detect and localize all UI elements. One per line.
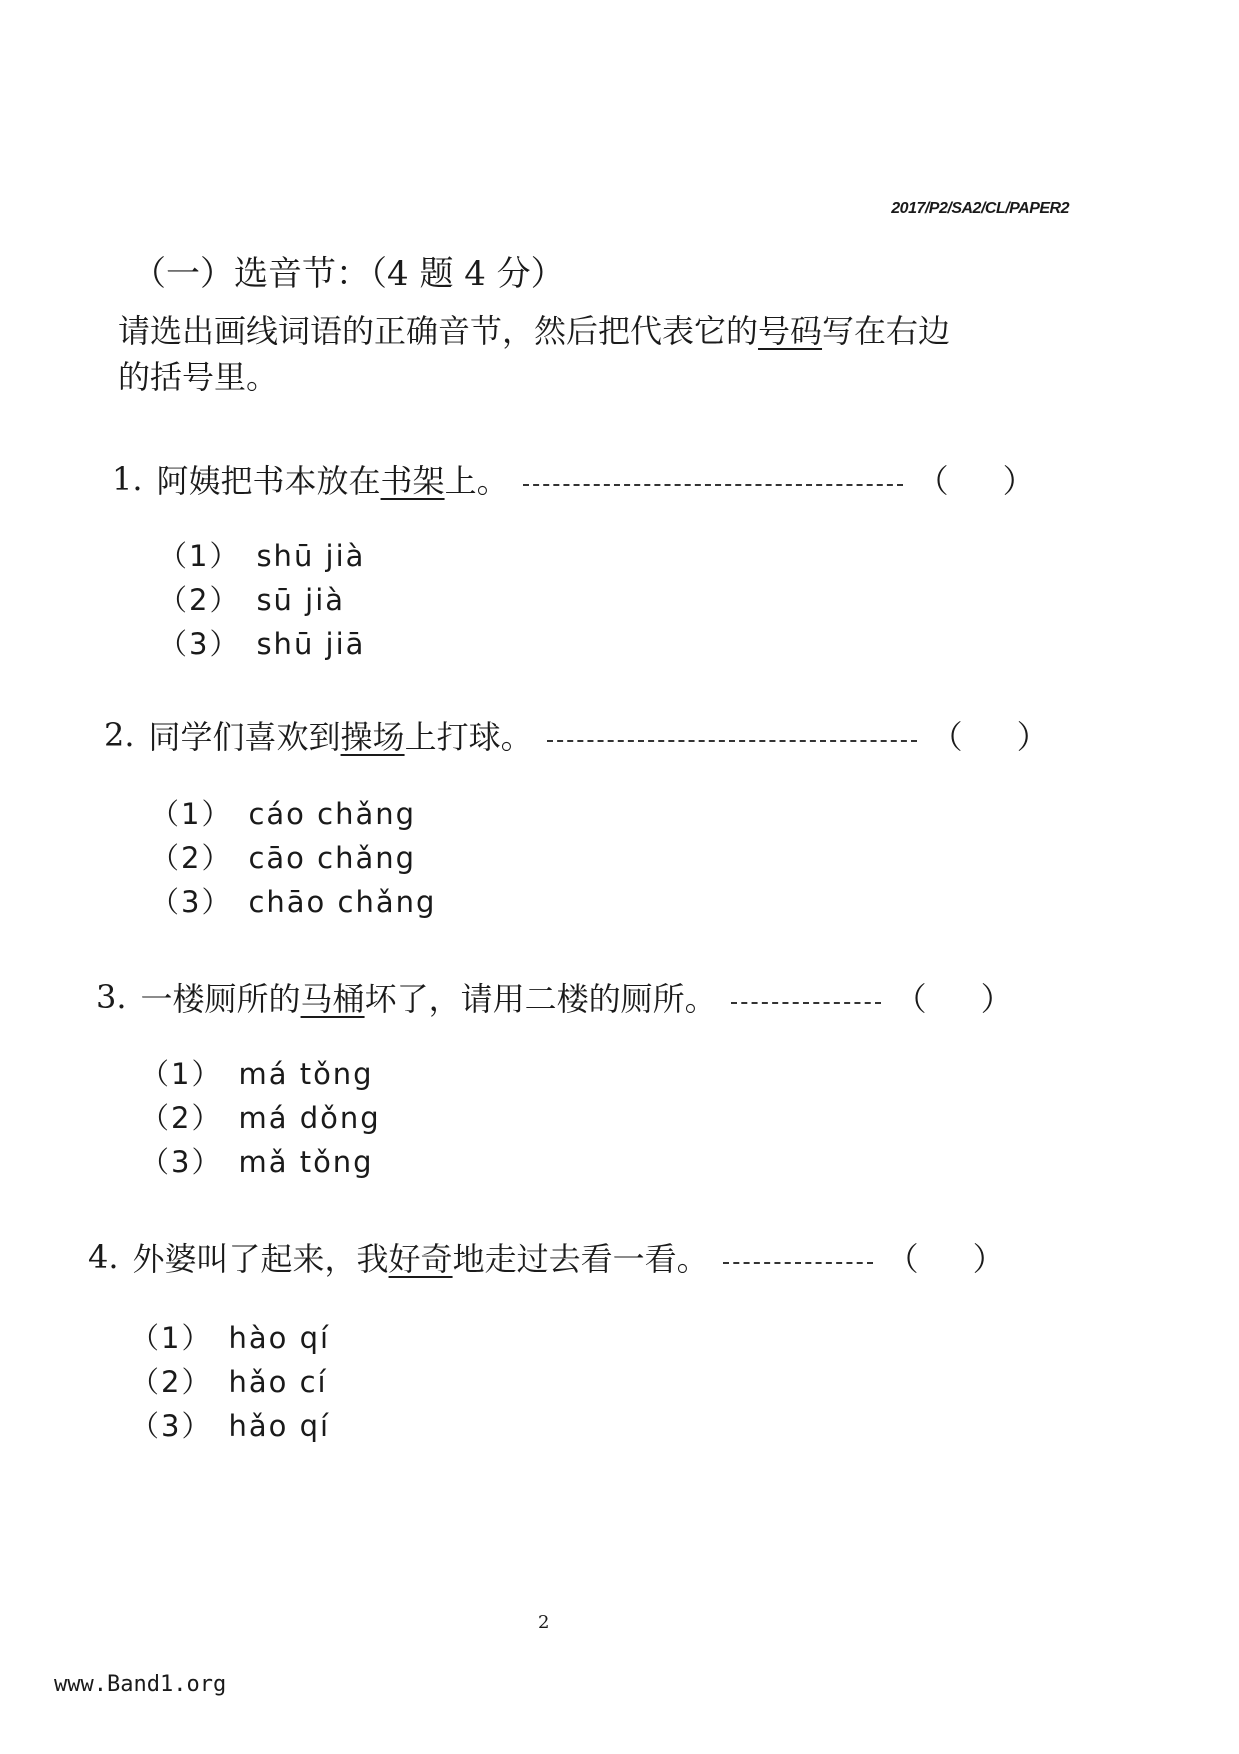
sentence-before: 外婆叫了起来，我 — [132, 1240, 389, 1278]
sentence-after: 坏了，请用二楼的厕所。 — [364, 980, 717, 1018]
sentence-after: 上。 — [444, 462, 509, 500]
option-2-2 — [150, 836, 416, 877]
option-4-3 — [130, 1404, 330, 1445]
option-pinyin: chāo chǎng — [248, 885, 437, 919]
option-pinyin: hào qí — [228, 1321, 331, 1355]
sentence-before: 阿姨把书本放在 — [156, 462, 381, 500]
option-2-3 — [150, 880, 436, 921]
option-label: （1） — [140, 1057, 223, 1091]
question-1 — [112, 456, 1035, 502]
option-2-1 — [150, 792, 416, 833]
question-3 — [96, 974, 1013, 1020]
option-pinyin: hǎo qí — [228, 1409, 331, 1443]
paren-close: ） — [972, 1240, 1005, 1278]
option-label: （2） — [150, 841, 233, 875]
instructions-text: 请选出画线词语的正确音节，然后把代表它的 — [118, 312, 759, 350]
option-pinyin: cāo chǎng — [248, 841, 417, 875]
option-label: （3） — [158, 627, 241, 661]
underlined-word: 操场 — [340, 718, 405, 756]
paren-open: （ — [894, 980, 927, 1018]
underlined-word: 书架 — [380, 462, 445, 500]
option-label: （1） — [130, 1321, 213, 1355]
paren-close: ） — [1016, 718, 1049, 756]
answer-box[interactable] — [917, 456, 1035, 502]
option-pinyin: sū jià — [256, 583, 346, 617]
option-pinyin: shū jiā — [256, 627, 366, 661]
answer-box[interactable] — [931, 712, 1049, 758]
option-3-1 — [140, 1052, 374, 1093]
option-label: （1） — [158, 539, 241, 573]
underlined-word: 好奇 — [388, 1240, 453, 1278]
option-label: （2） — [130, 1365, 213, 1399]
option-pinyin: mǎ tǒng — [238, 1145, 374, 1179]
option-4-2 — [130, 1360, 328, 1401]
option-label: （3） — [140, 1145, 223, 1179]
option-pinyin: shū jià — [256, 539, 366, 573]
option-label: （2） — [158, 583, 241, 617]
sentence-before: 同学们喜欢到 — [148, 718, 341, 756]
option-3-3 — [140, 1140, 374, 1181]
question-sentence — [149, 712, 533, 758]
paren-open: （ — [930, 718, 963, 756]
answer-box[interactable] — [895, 974, 1013, 1020]
question-number: 3. — [96, 978, 127, 1016]
option-pinyin: cáo chǎng — [248, 797, 417, 831]
sentence-after: 地走过去看一看。 — [452, 1240, 709, 1278]
footer-url[interactable]: www.Band1.org — [54, 1672, 227, 1697]
paren-open: （ — [886, 1240, 919, 1278]
option-pinyin: má dǒng — [238, 1101, 381, 1135]
question-number: 2. — [104, 716, 135, 754]
sentence-before: 一楼厕所的 — [140, 980, 301, 1018]
dashed-leader — [523, 484, 903, 486]
option-pinyin: má tǒng — [238, 1057, 374, 1091]
option-label: （3） — [150, 885, 233, 919]
option-label: （3） — [130, 1409, 213, 1443]
option-label: （2） — [140, 1101, 223, 1135]
paren-open: （ — [916, 462, 949, 500]
paren-close: ） — [1002, 462, 1035, 500]
question-4 — [88, 1234, 1005, 1280]
instructions-underlined: 号码 — [758, 312, 823, 350]
sentence-after: 上打球。 — [404, 718, 533, 756]
option-1-1 — [158, 534, 365, 575]
option-label: （1） — [150, 797, 233, 831]
instructions-text-end: 写在右边 — [822, 312, 951, 350]
instructions-line-1 — [118, 308, 950, 354]
paper-code: 2017/P2/SA2/CL/PAPER2 — [891, 200, 1069, 217]
option-1-2 — [158, 578, 345, 619]
dashed-leader — [731, 1002, 881, 1004]
underlined-word: 马桶 — [300, 980, 365, 1018]
question-sentence — [141, 974, 717, 1020]
dashed-leader — [547, 740, 917, 742]
question-number: 4. — [88, 1238, 119, 1276]
answer-box[interactable] — [887, 1234, 1005, 1280]
page-number: 2 — [538, 1612, 550, 1633]
question-sentence — [157, 456, 509, 502]
question-sentence — [133, 1234, 709, 1280]
option-pinyin: hǎo cí — [228, 1365, 328, 1399]
dashed-leader — [723, 1262, 873, 1264]
section-title: （一）选音节：（4 题 4 分） — [132, 254, 565, 294]
question-number: 1. — [112, 460, 143, 498]
option-1-3 — [158, 622, 365, 663]
question-2 — [104, 712, 1049, 758]
option-3-2 — [140, 1096, 381, 1137]
instructions-line-2: 的括号里。 — [118, 358, 279, 396]
option-4-1 — [130, 1316, 330, 1357]
paren-close: ） — [980, 980, 1013, 1018]
